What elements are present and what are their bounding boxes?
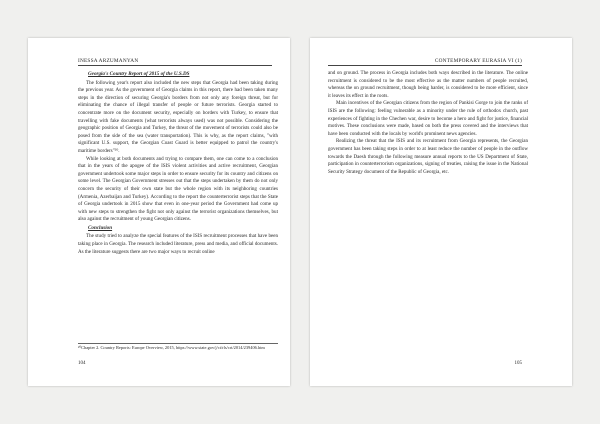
right-page: [310, 38, 572, 386]
page-number-left: 104: [78, 361, 86, 366]
page-number-right: 105: [514, 361, 522, 366]
running-header-left: INESSA ARZUMANYAN: [78, 58, 272, 66]
running-header-right: CONTEMPORARY EURASIA VI (1): [328, 58, 522, 66]
paragraph: The following year's report also included the new steps that Georgia had been taking during the previous year. As the government of Georgia claims in this report, there had been taken many steps in the direction of securing Georgia's borders from not only any foreign threat, but for eliminating the chance of illegal transfer of people or future terrorists. Georgia started to concentrate more on the document security, especially on borders with Turkey, to ensure that travelling with fake documents (what terrorists always used) was not possible. Considering the geographic position of Georgia and Turkey, the threat of the movement of terrorists could also be posed from the side of the sea (water transportation). This is why, as the report claims, "with significant U.S. support, the Georgian Coast Guard is better equipped to patrol the country's maritime borders"²⁰.: [78, 79, 278, 154]
paragraph: The study tried to analyze the special features of the ISIS recruitment processes that have been taking place in Georgia. The research included literature, press and media, and official documents. As the literature suggests there are two major ways to recruit online: [78, 233, 278, 255]
left-page-body: [78, 71, 278, 256]
right-page-body: [328, 70, 528, 176]
paragraph: Main incentives of the Georgian citizens from the region of Pankisi Gorge to join the ranks of ISIS are the following: feeling vulnerable as a minority under the rule of orthodox church, past experiences of fighting in the Chechen war, desire to become a hero and fight for justice, financial motives. These conclusions were made, based on both the press covered and the interviews that have been conducted with the locals by world's prominent news agencies.: [328, 100, 528, 137]
paragraph: and on ground. The process in Georgia includes both ways described in the literature. The online recruitment is considered to be the most effective as the matter numbers of people recruited, whereas the on ground recruitment, though being harder, is considered to be more efficient, since it leaves its effect in the roots.: [328, 70, 528, 99]
section-title: Georgia's Country Report of 2015 of the U.S.DS: [88, 71, 190, 77]
paragraph: Realizing the threat that the ISIS and its recruitment from Georgia represents, the Georgian government has been taking steps in order to at least reduce the number of people in the outflow towards the Daesh through the following measure annual reports to the US Department of State, participation in counterterrorism organizations, signing of treaties, raising the issue in the National Security Strategy document of the Republic of Georgia, etc.: [328, 138, 528, 175]
footnote: ²⁰Chapter 2. Country Reports: Europe Overview, 2015, https://www.state.gov/j/ct/rls/crt/2014/239406.htm: [78, 343, 278, 351]
left-page: [28, 38, 290, 386]
conclusion-title: Conclusion: [88, 224, 113, 231]
paragraph: While looking at both documents and trying to compare them, one can come to a conclusion that in the years of the apogee of the ISIS violent activities and active recruitment, Georgian government undertook some major steps in order to ensure security for its country and citizens on some level. The Georgian Government stresses out that the steps undertaken by them do not only concern the security of their own state but the whole region with its neighboring countries (Armenia, Azerbaijan and Turkey). According to the report the counterterrorist steps that the State of Georgia undertook in 2015 show that even in one-year period the Government had come up with new steps to strengthen the fight not only against the terrorist organizations themselves, but also against the recruitment of young Georgian citizens.: [78, 155, 278, 223]
